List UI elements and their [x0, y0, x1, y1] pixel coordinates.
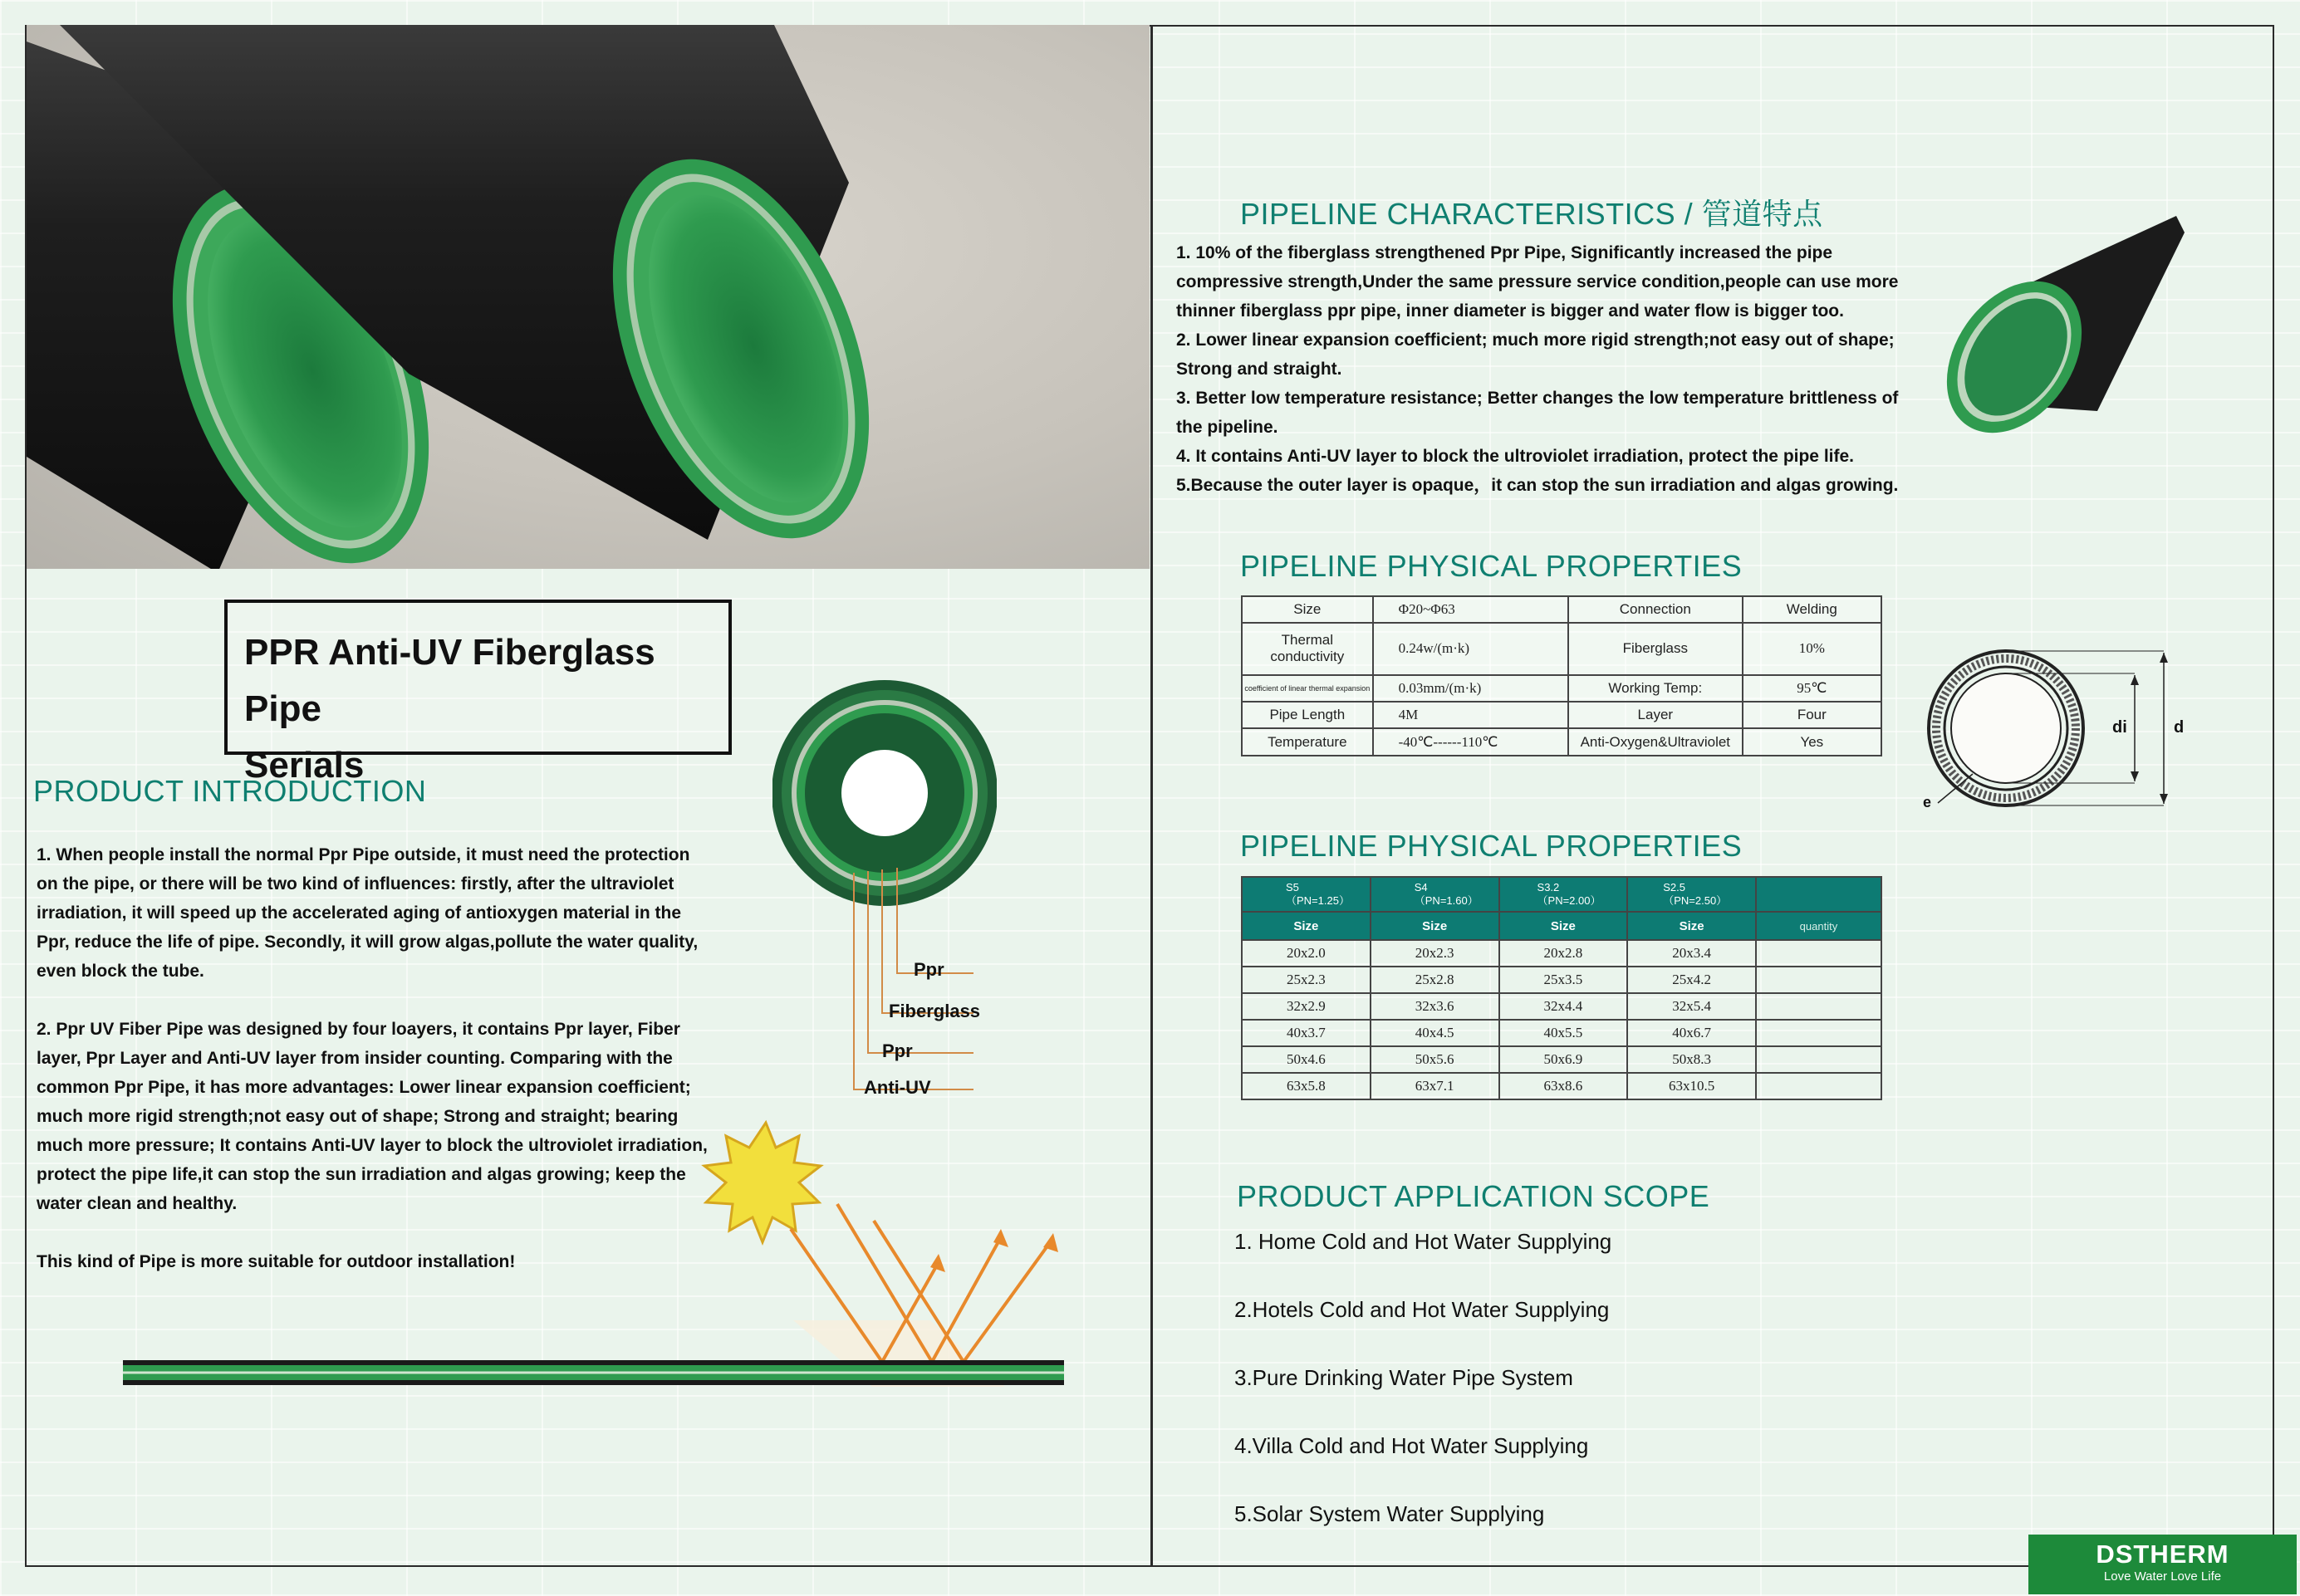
intro-paragraph-1: 1. When people install the normal Ppr Pipe outside, it must need the protection on the pipe, or there will be two kind of influences: firstly, after the ultraviolet irradiation, it will speed up the accelerated aging of antioxygen material in the Ppr, reduce the life of pipe. Secondly, it will grow algas,pollute the water quality, even block the tube. [37, 845, 699, 981]
characteristics-heading: PIPELINE CHARACTERISTICS / 管道特点 [1240, 197, 1823, 231]
table-header-row [1242, 912, 1881, 940]
characteristic-item: 5.Because the outer layer is opaque，it can stop the sun irradiation and algas growing. [1176, 476, 1899, 495]
table-cell: Layer [1568, 702, 1743, 728]
table-row [1242, 967, 1881, 993]
application-heading: PRODUCT APPLICATION SCOPE [1237, 1179, 1710, 1213]
size-col-header: Size [1371, 912, 1499, 940]
series-header-s5: S5 （PN=1.25） [1242, 877, 1371, 912]
application-item: 3.Pure Drinking Water Pipe System [1234, 1365, 1573, 1390]
table-cell: 32x3.6 [1371, 993, 1499, 1020]
table-cell: 50x4.6 [1242, 1046, 1371, 1073]
table-cell: Thermal conductivity [1242, 623, 1373, 674]
table-cell: 20x2.8 [1499, 940, 1628, 967]
table-cell: 25x2.8 [1371, 967, 1499, 993]
table-row [1242, 1046, 1881, 1073]
table-header-row [1242, 877, 1881, 912]
page-divider [1150, 25, 1153, 1567]
table-cell: Φ20~Φ63 [1373, 596, 1568, 623]
table-row [1242, 596, 1881, 623]
table-cell: Four [1743, 702, 1881, 728]
application-item: 1. Home Cold and Hot Water Supplying [1234, 1229, 1612, 1254]
table-cell [1756, 1046, 1881, 1073]
table-row [1242, 993, 1881, 1020]
table-cell [1756, 940, 1881, 967]
characteristic-item: 4. It contains Anti-UV layer to block the ultroviolet irradiation, protect the pipe life. [1176, 447, 1854, 466]
pipe-illustration [27, 25, 1150, 569]
table-cell: coefficient of linear thermal expansion [1242, 675, 1373, 702]
table-cell: -40℃------110℃ [1373, 728, 1568, 756]
table-row [1242, 1073, 1881, 1099]
product-title-box [224, 600, 732, 786]
intro-paragraph-3: This kind of Pipe is more suitable for outdoor installation! [37, 1252, 516, 1271]
product-title-line1: PPR Anti-UV Fiberglass Pipe [244, 632, 655, 729]
table-cell: 20x2.3 [1371, 940, 1499, 967]
pipe-side-view [123, 1360, 1064, 1385]
table-row [1242, 940, 1881, 967]
layer-label-ppr-outer: Ppr [882, 1040, 913, 1061]
characteristic-item: 1. 10% of the fiberglass strengthened Ppr Pipe, Significantly increased the pipe compressive strength,Under the same pressure service condition,people can use more thinner fiberglass ppr pipe, inner diameter is bigger and water flow is bigger too. [1176, 243, 1899, 321]
table-cell: 25x2.3 [1242, 967, 1371, 993]
table-cell: 50x6.9 [1499, 1046, 1628, 1073]
layer-label-ppr-inner: Ppr [914, 959, 944, 980]
size-col-header: Size [1627, 912, 1756, 940]
application-item: 4.Villa Cold and Hot Water Supplying [1234, 1433, 1589, 1458]
table-row [1242, 1020, 1881, 1046]
table-cell: Fiberglass [1568, 623, 1743, 674]
table-cell: 25x4.2 [1627, 967, 1756, 993]
table-row [1242, 675, 1881, 702]
table-cell: 0.03mm/(m·k) [1373, 675, 1568, 702]
table-row [1242, 623, 1881, 674]
table-cell: 10% [1743, 623, 1881, 674]
pipe-dimension-diagram [1915, 641, 2197, 824]
table-cell: Size [1242, 596, 1373, 623]
table-cell: 63x10.5 [1627, 1073, 1756, 1099]
table-cell: 63x5.8 [1242, 1073, 1371, 1099]
table-cell: 32x4.4 [1499, 993, 1628, 1020]
table-cell: 25x3.5 [1499, 967, 1628, 993]
table-cell [1756, 967, 1881, 993]
series-header-s3-2: S3.2 （PN=2.00） [1499, 877, 1628, 912]
table-cell: Yes [1743, 728, 1881, 756]
table-cell: 4M [1373, 702, 1568, 728]
table-row [1242, 702, 1881, 728]
table-cell: Pipe Length [1242, 702, 1373, 728]
table-cell: Welding [1743, 596, 1881, 623]
size-series-table [1241, 876, 1882, 1100]
table-cell: 20x2.0 [1242, 940, 1371, 967]
table-cell: 50x8.3 [1627, 1046, 1756, 1073]
hero-pipe-photo [27, 25, 1150, 569]
size-table-heading: PIPELINE PHYSICAL PROPERTIES [1240, 829, 1743, 863]
table-cell: Temperature [1242, 728, 1373, 756]
table-cell: 95℃ [1743, 675, 1881, 702]
physical-properties-table [1241, 595, 1882, 756]
table-cell: 40x3.7 [1242, 1020, 1371, 1046]
characteristic-item: 3. Better low temperature resistance; Better changes the low temperature brittleness of the pipeline. [1176, 389, 1899, 437]
series-header-s4: S4 （PN=1.60） [1371, 877, 1499, 912]
table-cell: 32x5.4 [1627, 993, 1756, 1020]
dstherm-logo [2028, 1535, 2297, 1594]
layer-label-anti-uv: Anti-UV [864, 1077, 931, 1098]
characteristic-item: 2. Lower linear expansion coefficient; much more rigid strength;not easy out of shape; Strong and straight. [1176, 330, 1895, 379]
table-cell: 50x5.6 [1371, 1046, 1499, 1073]
table-cell: Connection [1568, 596, 1743, 623]
product-title-line2: Serials [244, 745, 365, 786]
series-header-s2-5: S2.5 （PN=2.50） [1627, 877, 1756, 912]
dim-label-di: di [2112, 718, 2127, 737]
table-cell: Working Temp: [1568, 675, 1743, 702]
table-cell: 63x7.1 [1371, 1073, 1499, 1099]
table-cell [1756, 993, 1881, 1020]
table-cell: Anti-Oxygen&Ultraviolet [1568, 728, 1743, 756]
table-row [1242, 728, 1881, 756]
table-cell [1756, 1073, 1881, 1099]
table-cell: 40x5.5 [1499, 1020, 1628, 1046]
characteristics-list [1176, 238, 1924, 500]
logo-tagline: Love Water Love Life [2103, 1569, 2222, 1584]
application-item: 2.Hotels Cold and Hot Water Supplying [1234, 1297, 1610, 1322]
table-cell: 0.24w/(m·k) [1373, 623, 1568, 674]
dim-label-d: d [2174, 718, 2185, 737]
layer-label-fiberglass: Fiberglass [889, 1001, 981, 1021]
table-cell: 40x4.5 [1371, 1020, 1499, 1046]
table-cell [1756, 1020, 1881, 1046]
table-cell: 63x8.6 [1499, 1073, 1628, 1099]
sun-reflection-illustration [698, 1113, 1072, 1387]
physical-properties-heading: PIPELINE PHYSICAL PROPERTIES [1240, 549, 1743, 583]
size-col-header: Size [1499, 912, 1628, 940]
size-col-header: Size [1242, 912, 1371, 940]
table-cell: 40x6.7 [1627, 1020, 1756, 1046]
table-cell: 20x3.4 [1627, 940, 1756, 967]
series-header-empty [1756, 877, 1881, 912]
intro-heading: PRODUCT INTRODUCTION [33, 774, 427, 808]
quantity-col-header: quantity [1756, 912, 1881, 940]
application-item: 5.Solar System Water Supplying [1234, 1501, 1545, 1526]
intro-paragraph-2: 2. Ppr UV Fiber Pipe was designed by four loayers, it contains Ppr layer, Fiber layer, Ppr Layer and Anti-UV layer from insider counting. Comparing with the common Ppr Pipe, it has more advantages: Lower linear expansion coefficient; much more rigid strength;not easy out of shape; Strong and straight; bearing much more pressure; It contains Anti-UV layer to block the ultroviolet irradiation, protect the pipe life,it can stop the sun irradiation and algas growing; keep the water clean and healthy. [37, 1020, 708, 1213]
dim-label-e: e [1923, 794, 1932, 810]
logo-brand: DSTHERM [2096, 1540, 2229, 1569]
table-cell: 32x2.9 [1242, 993, 1371, 1020]
small-pipe-image [1923, 212, 2189, 444]
sun-icon [704, 1123, 821, 1242]
